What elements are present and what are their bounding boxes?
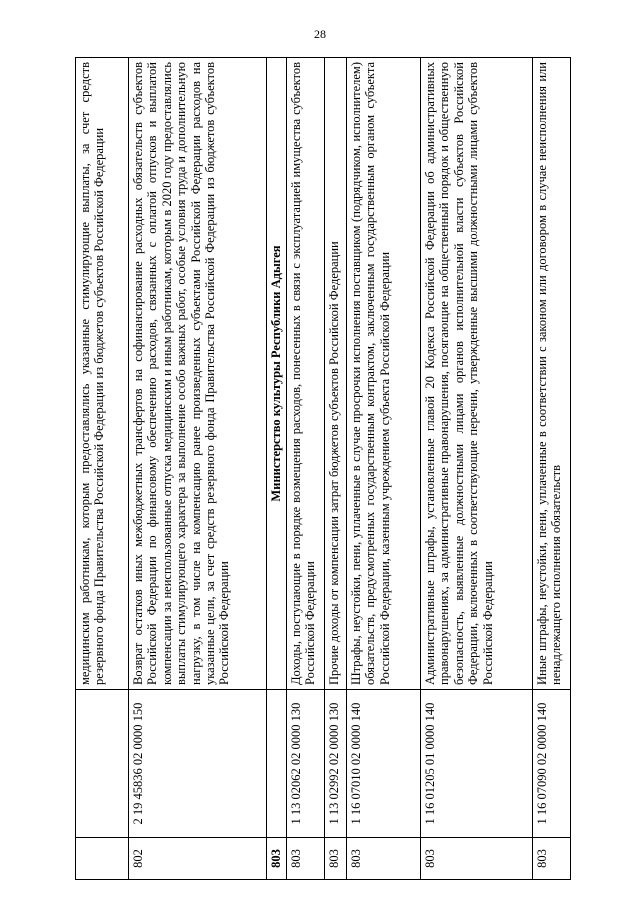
- kbk-code-cell: [76, 690, 129, 838]
- kbk-code-cell: 1 16 07010 02 0000 140: [347, 690, 421, 838]
- rotated-table-frame: [75, 58, 570, 880]
- table-row: [347, 58, 421, 880]
- table-row: [533, 58, 571, 880]
- description-cell: Возврат остатков иных межбюджетных трансфертов на софинансирование расходных обязательств субъектов Российской Федерации по финансовому обеспечению расходов, связанных с оплатой отпусков и выплатой компенсации за неиспользованные отпуска медицинским и иным работникам, которым в 2020 году предоставлялись выплаты стимулирующего характера за выполнение особо важных работ, особые условия труда и дополнительную нагрузку, в том числе на компенсацию ранее произведенных субъектами Российской Федерации расходов на указанные цели, за счет средств резервного фонда Правительства Российской Федерации из бюджетов субъектов Российской Федерации: [129, 58, 267, 690]
- kbk-code-cell: 2 19 45836 02 0000 150: [129, 690, 267, 838]
- table-row: [421, 58, 533, 880]
- table-row: [287, 58, 325, 880]
- kbk-code-cell: 1 16 07090 02 0000 140: [533, 690, 571, 838]
- admin-code-cell: 803: [267, 838, 287, 880]
- description-cell: Иные штрафы, неустойки, пени, уплаченные в соответствии с законом или договором в случае неисполнения или ненадлежащего исполнения обязательств: [533, 58, 571, 690]
- rotated-table-area: [75, 58, 570, 880]
- kbk-code-cell: 1 16 01205 01 0000 140: [421, 690, 533, 838]
- admin-code-cell: [76, 838, 129, 880]
- admin-code-cell: 803: [325, 838, 347, 880]
- description-cell: Прочие доходы от компенсации затрат бюджетов субъектов Российской Федерации: [325, 58, 347, 690]
- ministry-title: Министерство культуры Республики Адыгея: [267, 58, 287, 690]
- admin-code-cell: 803: [421, 838, 533, 880]
- kbk-code-cell: [267, 690, 287, 838]
- ministry-header-row: [267, 58, 287, 880]
- admin-code-cell: 803: [533, 838, 571, 880]
- revenue-codes-table: [75, 57, 571, 880]
- table-row: [76, 58, 129, 880]
- table-row: [325, 58, 347, 880]
- page-number: 28: [314, 27, 326, 41]
- admin-code-cell: 803: [287, 838, 325, 880]
- description-cell: Штрафы, неустойки, пени, уплаченные в случае просрочки исполнения поставщиком (подрядчиком, исполнителем) обязательств, предусмотренных государственным контрактом, заключенным государственным органом субъекта Российской Федерации, казенным учреждением субъекта Российской Федерации: [347, 58, 421, 690]
- table-row: [129, 58, 267, 880]
- description-cell: Доходы, поступающие в порядке возмещения расходов, понесенных в связи с эксплуатацией имущества субъектов Российской Федерации: [287, 58, 325, 690]
- description-cell: медицинским работникам, которым предоставлялись указанные стимулирующие выплаты, за счет средств резервного фонда Правительства Российской Федерации из бюджетов субъектов Российской Федерации: [76, 58, 129, 690]
- admin-code-cell: 803: [347, 838, 421, 880]
- admin-code-cell: 802: [129, 838, 267, 880]
- kbk-code-cell: 1 13 02062 02 0000 130: [287, 690, 325, 838]
- description-cell: Административные штрафы, установленные главой 20 Кодекса Российской Федерации об административных правонарушениях, за административные правонарушения, посягающие на общественный порядок и общественную безопасность, выявленные должностными лицами органов исполнительной власти субъектов Российской Федерации, включенных в соответствующие перечни, утвержденные высшими должностными лицами субъектов Российской Федерации: [421, 58, 533, 690]
- kbk-code-cell: 1 13 02992 02 0000 130: [325, 690, 347, 838]
